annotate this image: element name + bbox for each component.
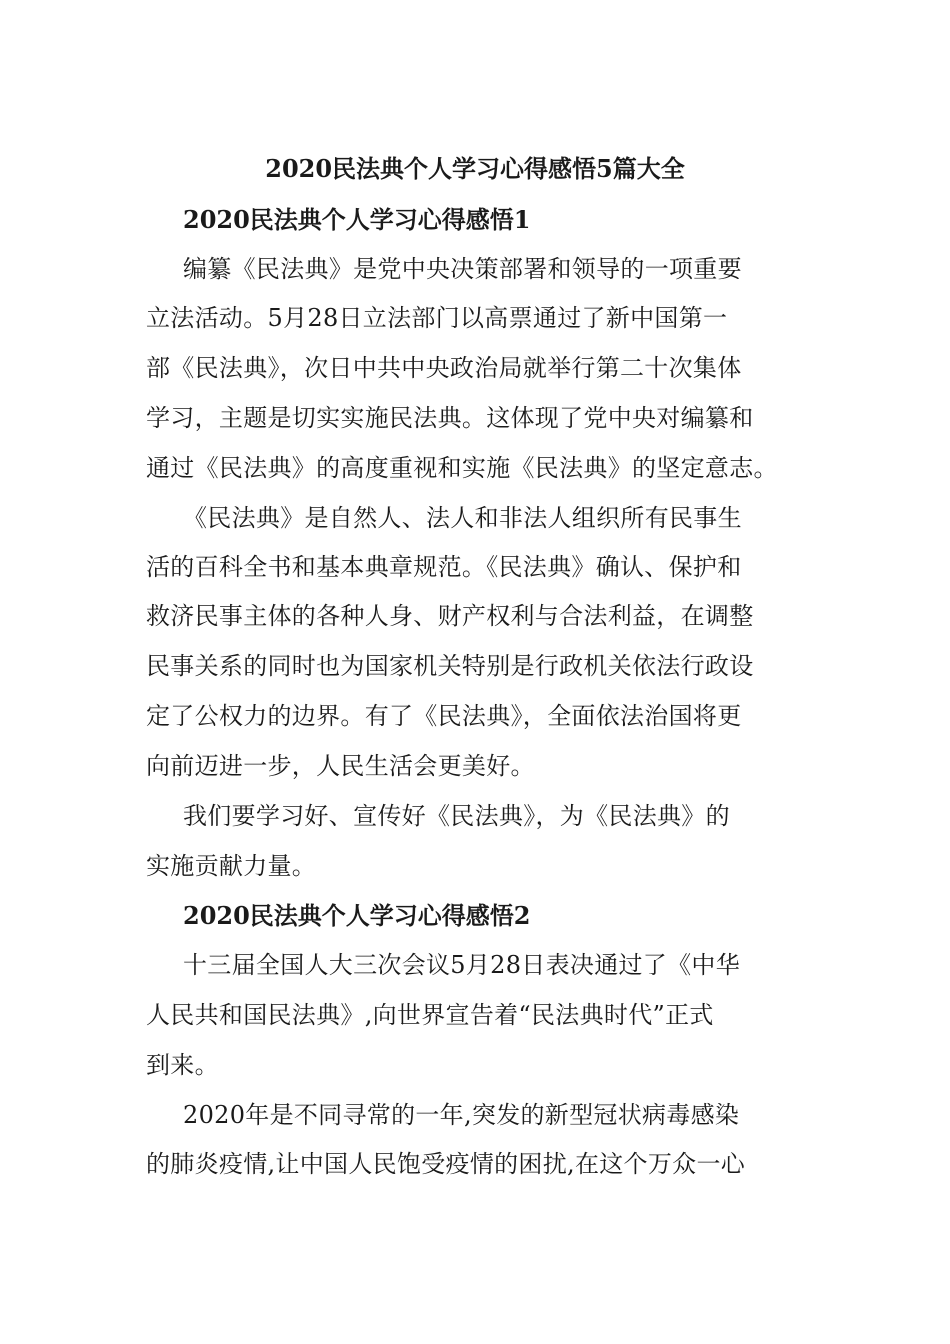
paragraph-line: 到来。 bbox=[146, 1051, 219, 1079]
paragraph-line: 通过《民法典》的高度重视和实施《民法典》的坚定意志。 bbox=[146, 454, 778, 482]
paragraph-line: 十三届全国人大三次会议5月28日表决通过了《中华 bbox=[183, 951, 741, 979]
paragraph-line: 活的百科全书和基本典章规范。《民法典》确认、保护和 bbox=[146, 553, 742, 581]
paragraph-line: 部《民法典》，次日中共中央政治局就举行第二十次集体 bbox=[146, 354, 742, 382]
paragraph-line: 救济民事主体的各种人身、财产权利与合法利益，在调整 bbox=[146, 602, 754, 630]
paragraph-line: 实施贡献力量。 bbox=[146, 852, 317, 880]
paragraph-line: 我们要学习好、宣传好《民法典》，为《民法典》的 bbox=[183, 802, 730, 830]
paragraph-line: 《民法典》是自然人、法人和非法人组织所有民事生 bbox=[183, 504, 742, 532]
document-title: 2020民法典个人学习心得感悟5篇大全 bbox=[265, 154, 685, 183]
paragraph-line: 立法活动。5月28日立法部门以高票通过了新中国第一 bbox=[146, 304, 728, 332]
paragraph-line: 向前迈进一步，人民生活会更美好。 bbox=[146, 752, 535, 780]
paragraph-line: 的肺炎疫情,让中国人民饱受疫情的困扰,在这个万众一心 bbox=[146, 1150, 746, 1178]
paragraph-line: 学习，主题是切实实施民法典。这体现了党中央对编纂和 bbox=[146, 404, 754, 432]
paragraph-line: 民事关系的同时也为国家机关特别是行政机关依法行政设 bbox=[146, 652, 754, 680]
paragraph-line: 2020年是不同寻常的一年,突发的新型冠状病毒感染 bbox=[183, 1101, 740, 1129]
paragraph-line: 编纂《民法典》是党中央决策部署和领导的一项重要 bbox=[183, 255, 742, 283]
section-heading-1: 2020民法典个人学习心得感悟1 bbox=[183, 205, 531, 234]
section-heading-2: 2020民法典个人学习心得感悟2 bbox=[183, 901, 531, 930]
paragraph-line: 人民共和国民法典》,向世界宣告着“民法典时代”正式 bbox=[146, 1001, 714, 1029]
paragraph-line: 定了公权力的边界。有了《民法典》，全面依法治国将更 bbox=[146, 702, 742, 730]
